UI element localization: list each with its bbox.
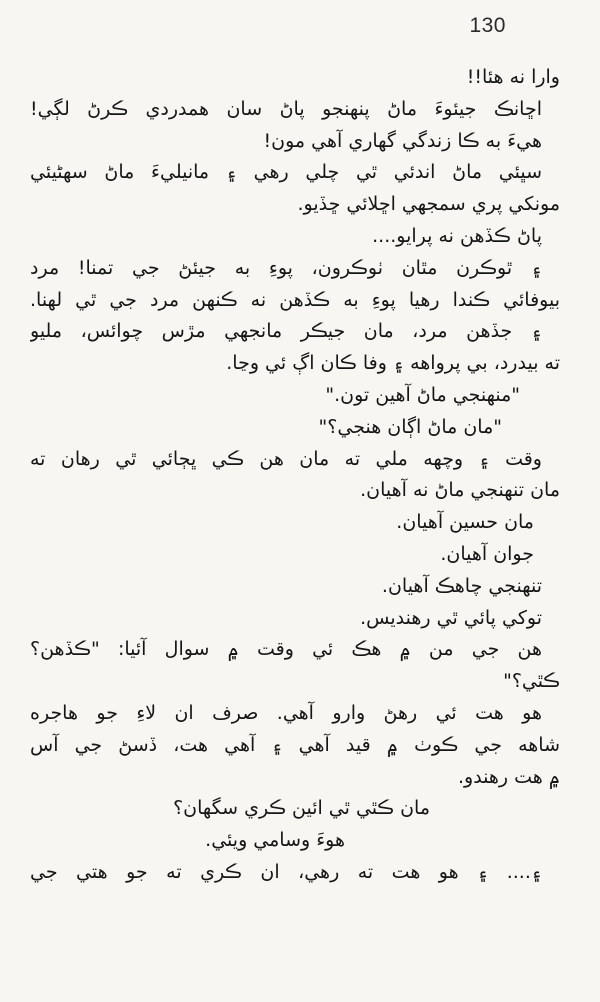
text-line: "مان ماڻ اڳان هنجي؟" bbox=[318, 415, 502, 438]
text-line: ۽ جڏهن مرد، مان جيڪر مانجهي مڙس چوائس، مليو bbox=[30, 320, 542, 343]
text-line: مان حسين آهيان. bbox=[396, 511, 534, 534]
text-line: ۽.... ۽ هو هت ته رهي، ان ڪري ته جو هتي جي bbox=[30, 860, 542, 883]
text-line: مان تنهنجي ماڻ نه آهيان. bbox=[360, 479, 560, 502]
text-line: اڇانڪ جيئوءَ ماڻ پنهنجو پاڻ سان همدردي ڪرڻ لڳي! bbox=[30, 97, 542, 120]
text-line: پاڻ ڪڏهن نه پرايو.... bbox=[372, 224, 542, 247]
text-line: تنهنجي چاهڪ آهيان. bbox=[381, 574, 542, 597]
body-text bbox=[30, 62, 560, 889]
text-line: شاهه جي ڪوٺ ۾ قيد آهي ۽ آهي هت، ڏسڻ جي آس bbox=[30, 733, 560, 756]
page-number: 130 bbox=[469, 14, 506, 37]
text-line: وقت ۽ وچهه ملي ته مان هن ڪي ڀڄائي ٿي رهان ته bbox=[30, 447, 542, 470]
text-line: هن جي من ۾ هڪ ئي وقت ۾ سوال آئيا: "ڪڏهن؟ bbox=[30, 638, 542, 661]
text-line: سڀئي ماڻ اندئي ٿي چلي رهي ۽ مانيليءَ ماڻ سهڻيئي bbox=[30, 161, 542, 184]
text-line: ڪٿي؟" bbox=[503, 670, 560, 693]
text-line: وارا نه هئا!! bbox=[466, 66, 560, 88]
text-line: بيوفائي ڪندا رهيا پوءِ به ڪڏهن نه ڪنهن مرد جي ٿي لهنا. bbox=[30, 288, 560, 311]
text-line: هيءَ به ڪا زندگي گهاري آهي مون! bbox=[263, 129, 542, 152]
text-line: ته بيدرد، بي پرواهه ۽ وفا ڪان اڳ ئي وڃا. bbox=[226, 352, 560, 375]
text-line: ۾ هت رهندو. bbox=[457, 765, 560, 788]
text-line: مونکي پري سمجهي اڇلائي ڇڏيو. bbox=[297, 193, 560, 216]
text-line: هو هت ئي رهڻ وارو آهي. صرف ان لاءِ جو هاجره bbox=[30, 701, 542, 724]
text-line: هوءَ وسامي ويئي. bbox=[205, 829, 345, 852]
text-line: جوان آهيان. bbox=[440, 542, 534, 565]
text-line: ۽ ٿوڪرن مٿان ٺوڪرون، پوءِ به جيئڻ جي تمنا! مرد bbox=[30, 256, 542, 279]
text-line: "منهنجي ماڻ آهين تون." bbox=[325, 383, 520, 406]
text-line: توکي پائي ٿي رهنديس. bbox=[360, 606, 542, 629]
text-line: مان ڪٿي ٿي ائين ڪري سگهان؟ bbox=[173, 797, 430, 820]
